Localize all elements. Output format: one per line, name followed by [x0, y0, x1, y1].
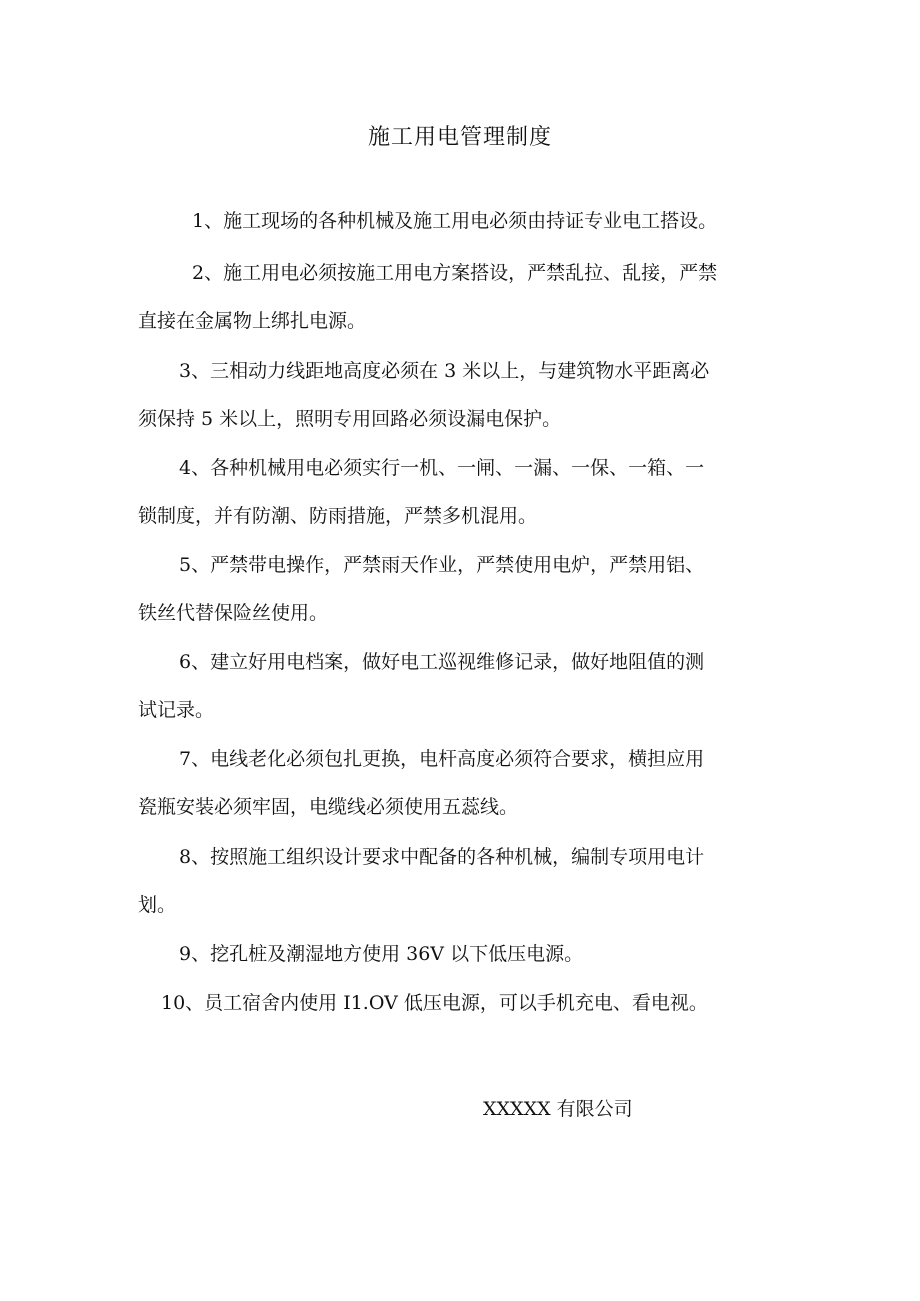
rule-2-line-1: 2、施工用电必须按施工用电方案搭设，严禁乱拉、乱接，严禁 [192, 262, 718, 284]
document-title: 施工用电管理制度 [367, 125, 552, 150]
rule-2-line-2: 直接在金属物上绑扎电源。 [138, 310, 367, 332]
rule-9-line-1: 9、挖孔桩及潮湿地方使用 36V 以下低压电源。 [179, 943, 584, 965]
rule-5-line-2: 铁丝代替保险丝使用。 [138, 602, 329, 624]
rule-7-line-1: 7、电线老化必须包扎更换，电杆高度必须符合要求，横担应用 [179, 748, 705, 770]
rule-5-line-1: 5、严禁带电操作，严禁雨天作业，严禁使用电炉，严禁用铝、 [179, 554, 705, 576]
rule-4-line-2: 锁制度，并有防潮、防雨措施，严禁多机混用。 [138, 505, 538, 527]
rule-item-4 [138, 444, 788, 540]
rule-3-line-1: 3、三相动力线距地高度必须在 3 米以上，与建筑物水平距离必 [179, 360, 710, 382]
rule-6-line-2: 试记录。 [138, 699, 215, 721]
rule-7-line-2: 瓷瓶安装必须牢固，电缆线必须使用五蕊线。 [138, 796, 519, 818]
rule-4-line-1: 4、各种机械用电必须实行一机、一闸、一漏、一保、一箱、一 [179, 457, 705, 479]
rule-10-line-1: 10、员工宿舍内使用 I1.OV 低压电源，可以手机充电、看电视。 [161, 992, 708, 1014]
rule-item-6 [138, 638, 788, 734]
rule-item-3 [138, 347, 788, 443]
rule-item-5 [138, 541, 788, 637]
rule-item-2 [138, 249, 788, 345]
rule-8-line-2: 划。 [138, 894, 177, 916]
rule-item-10 [138, 979, 788, 1027]
rule-item-1 [138, 197, 788, 245]
rule-1-line-1: 1、施工现场的各种机械及施工用电必须由持证专业电工搭设。 [192, 210, 718, 232]
rule-item-9 [138, 930, 788, 978]
rule-item-7 [138, 735, 788, 831]
company-signature: XXXXX 有限公司 [483, 1098, 633, 1120]
rule-8-line-1: 8、按照施工组织设计要求中配备的各种机械，编制专项用电计 [179, 846, 705, 868]
rule-item-8 [138, 833, 788, 929]
rule-6-line-1: 6、建立好用电档案，做好电工巡视维修记录，做好地阻值的测 [179, 651, 705, 673]
rule-3-line-2: 须保持 5 米以上，照明专用回路必须设漏电保护。 [138, 408, 562, 430]
